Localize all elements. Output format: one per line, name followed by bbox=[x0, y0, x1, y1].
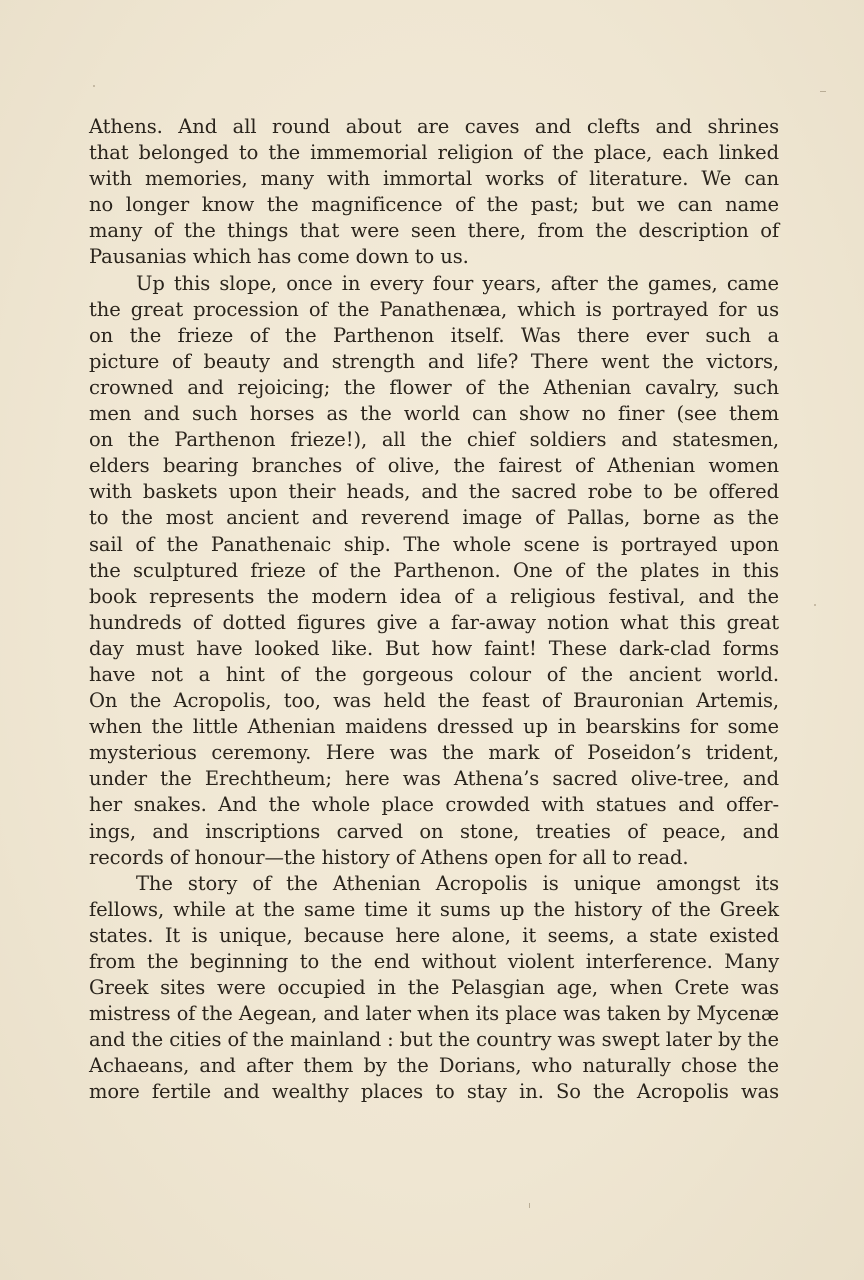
text-line: her snakes. And the whole place crowded with statues and offer- bbox=[89, 793, 779, 817]
text-line: under the Erechtheum; here was Athena’s sacred olive-tree, and bbox=[89, 767, 779, 791]
text-line: book represents the modern idea of a religious festival, and the bbox=[89, 584, 779, 608]
paper-speck bbox=[820, 91, 826, 92]
text-line: ings, and inscriptions carved on stone, treaties of peace, and bbox=[89, 819, 779, 843]
text-line: Pausanias which has come down to us. bbox=[89, 245, 469, 269]
text-line: Greek sites were occupied in the Pelasgian age, when Crete was bbox=[89, 976, 779, 1000]
text-line: from the beginning to the end without violent interference. Many bbox=[89, 950, 779, 973]
text-line: hundreds of dotted figures give a far-away notion what this great bbox=[89, 610, 779, 634]
text-line: picture of beauty and strength and life? There went the victors, bbox=[89, 349, 779, 373]
body-text bbox=[89, 114, 779, 1106]
paper-speck bbox=[814, 604, 816, 606]
text-line: on the Parthenon frieze!), all the chief soldiers and statesmen, bbox=[89, 428, 779, 452]
text-line: mysterious ceremony. Here was the mark of Poseidon’s trident, bbox=[89, 741, 779, 765]
text-line: Athens. And all round about are caves and clefts and shrines bbox=[89, 115, 779, 138]
text-line: when the little Athenian maidens dressed up in bearskins for some bbox=[89, 715, 779, 739]
paper-speck bbox=[529, 1203, 530, 1208]
text-line: with memories, many with immortal works of literature. We can bbox=[89, 167, 779, 191]
text-line: elders bearing branches of olive, the fairest of Athenian women bbox=[89, 454, 779, 478]
text-line: day must have looked like. But how faint! These dark-clad forms bbox=[89, 636, 779, 660]
text-line: no longer know the magnificence of the past; but we can name bbox=[89, 193, 779, 217]
text-line: that belonged to the immemorial religion of the place, each linked bbox=[89, 141, 779, 165]
text-line: the sculptured frieze of the Parthenon. One of the plates in this bbox=[89, 558, 779, 582]
text-line: and the cities of the mainland : but the country was swept later by the bbox=[89, 1028, 779, 1052]
paper-speck bbox=[93, 85, 95, 87]
text-line: the great procession of the Panathenæa, which is portrayed for us bbox=[89, 297, 779, 321]
text-line: to the most ancient and reverend image of Pallas, borne as the bbox=[89, 506, 779, 530]
text-line: with baskets upon their heads, and the sacred robe to be offered bbox=[89, 480, 779, 504]
text-line: many of the things that were seen there, from the description of bbox=[89, 219, 779, 243]
text-line: mistress of the Aegean, and later when its place was taken by Mycenæ bbox=[89, 1002, 779, 1026]
text-line: fellows, while at the same time it sums up the history of the Greek bbox=[89, 897, 779, 921]
text-line: The story of the Athenian Acropolis is unique amongst its bbox=[136, 871, 779, 895]
text-line: on the frieze of the Parthenon itself. Was there ever such a bbox=[89, 323, 779, 347]
text-line: Achaeans, and after them by the Dorians, who naturally chose the bbox=[89, 1054, 779, 1078]
text-line: states. It is unique, because here alone, it seems, a state existed bbox=[89, 923, 779, 947]
text-line: Up this slope, once in every four years, after the games, came bbox=[136, 271, 779, 295]
text-line: crowned and rejoicing; the flower of the Athenian cavalry, such bbox=[89, 375, 779, 399]
text-line: have not a hint of the gorgeous colour of the ancient world. bbox=[89, 662, 779, 686]
text-line: more fertile and wealthy places to stay in. So the Acropolis was bbox=[89, 1080, 779, 1104]
text-line: sail of the Panathenaic ship. The whole scene is portrayed upon bbox=[89, 532, 779, 556]
text-line: records of honour—the history of Athens open for all to read. bbox=[89, 845, 689, 869]
text-line: On the Acropolis, too, was held the feast of Brauronian Artemis, bbox=[89, 689, 779, 713]
text-line: men and such horses as the world can show no finer (see them bbox=[89, 402, 779, 426]
